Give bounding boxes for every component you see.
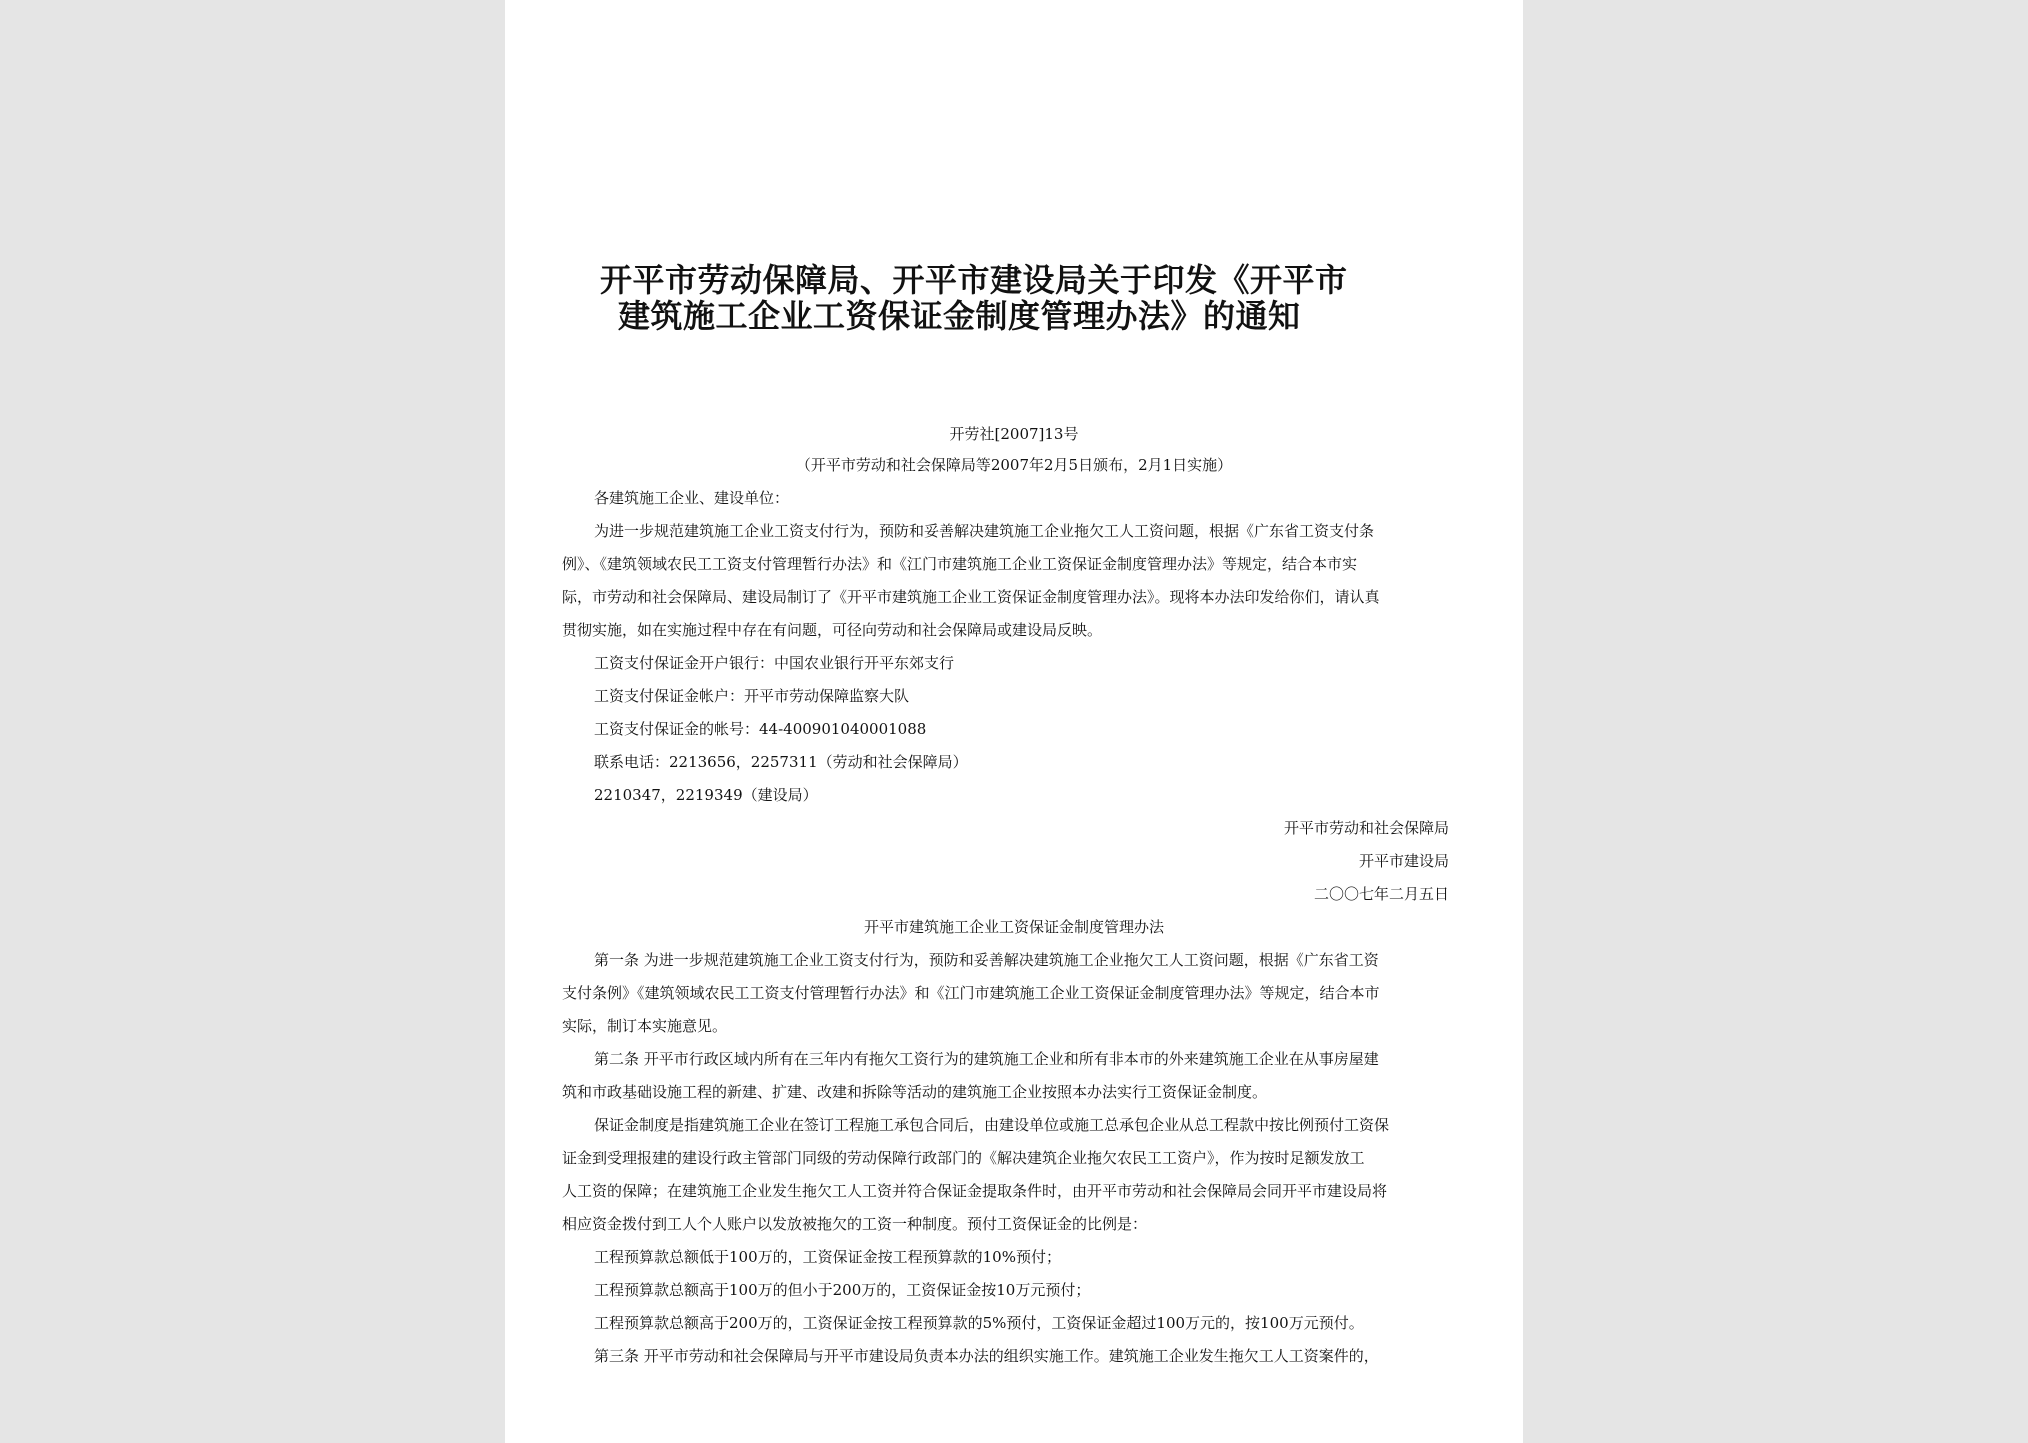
measures-line: 人工资的保障；在建筑施工企业发生拖欠工人工资并符合保证金提取条件时，由开平市劳动和社会保障局会同开平市建设局将 (562, 1182, 1388, 1200)
document-number: 开劳社[2007]13号 (949, 425, 1079, 443)
measures-line: 工程预算款总额低于100万的，工资保证金按工程预算款的10%预付； (594, 1248, 1061, 1266)
bank-info-line: 工资支付保证金开户银行：中国农业银行开平东郊支行 (594, 654, 955, 672)
measures-line: 工程预算款总额高于200万的，工资保证金按工程预算款的5%预付，工资保证金超过100万元的，按100万元预付。 (594, 1314, 1364, 1332)
measures-line: 第三条 开平市劳动和社会保障局与开平市建设局负责本办法的组织实施工作。建筑施工企业发生拖欠工人工资案件的， (594, 1347, 1379, 1365)
bank-info-line: 工资支付保证金的帐号：44-400901040001088 (594, 720, 927, 738)
measures-line: 实际，制订本实施意见。 (562, 1017, 728, 1035)
notice-body-line: 贯彻实施，如在实施过程中存在有问题，可径向劳动和社会保障局或建设局反映。 (562, 621, 1103, 639)
document-title (600, 262, 1480, 334)
measures-line: 证金到受理报建的建设行政主管部门同级的劳动保障行政部门的《解决建筑企业拖欠农民工工资户》，作为按时足额发放工 (562, 1149, 1365, 1167)
measures-heading: 开平市建筑施工企业工资保证金制度管理办法 (863, 918, 1164, 936)
measures-line: 相应资金拨付到工人个人账户以发放被拖欠的工资一种制度。预付工资保证金的比例是： (562, 1215, 1148, 1233)
measures-line: 工程预算款总额高于100万的但小于200万的，工资保证金按10万元预付； (594, 1281, 1091, 1299)
measures-line: 支付条例》《建筑领域农民工工资支付管理暂行办法》和《江门市建筑施工企业工资保证金制度管理办法》等规定，结合本市 (562, 984, 1380, 1002)
signature-date: 二〇〇七年二月五日 (1313, 885, 1449, 903)
notice-body-line: 际，市劳动和社会保障局、建设局制订了《开平市建筑施工企业工资保证金制度管理办法》。现将本办法印发给你们，请认真 (562, 588, 1380, 606)
issued-note: （开平市劳动和社会保障局等2007年2月5日颁布，2月1日实施） (795, 456, 1233, 474)
notice-body-line: 例》、《建筑领域农民工工资支付管理暂行办法》和《江门市建筑施工企业工资保证金制度管理办法》等规定，结合本市实 (562, 555, 1358, 573)
title-line-1: 开平市劳动保障局、开平市建设局关于印发《开平市 (600, 261, 1348, 299)
measures-line: 第二条 开平市行政区域内所有在三年内有拖欠工资行为的建筑施工企业和所有非本市的外来建筑施工企业在从事房屋建 (594, 1050, 1379, 1068)
document-page (505, 0, 1523, 1443)
bank-info-line: 联系电话：2213656，2257311（劳动和社会保障局） (594, 753, 968, 771)
notice-body-line: 为进一步规范建筑施工企业工资支付行为，预防和妥善解决建筑施工企业拖欠工人工资问题，根据《广东省工资支付条 (594, 522, 1375, 540)
signature-line: 开平市劳动和社会保障局 (1283, 819, 1449, 837)
signature-line: 开平市建设局 (1358, 852, 1449, 870)
bank-info-line: 2210347，2219349（建设局） (594, 786, 818, 804)
bank-info-line: 工资支付保证金帐户：开平市劳动保障监察大队 (594, 687, 910, 705)
title-line-2: 建筑施工企业工资保证金制度管理办法》的通知 (618, 297, 1301, 335)
measures-line: 筑和市政基础设施工程的新建、扩建、改建和拆除等活动的建筑施工企业按照本办法实行工资保证金制度。 (562, 1083, 1268, 1101)
measures-line: 第一条 为进一步规范建筑施工企业工资支付行为，预防和妥善解决建筑施工企业拖欠工人工资问题，根据《广东省工资 (594, 951, 1379, 969)
addressee: 各建筑施工企业、建设单位： (594, 489, 790, 507)
measures-line: 保证金制度是指建筑施工企业在签订工程施工承包合同后，由建设单位或施工总承包企业从总工程款中按比例预付工资保 (594, 1116, 1390, 1134)
